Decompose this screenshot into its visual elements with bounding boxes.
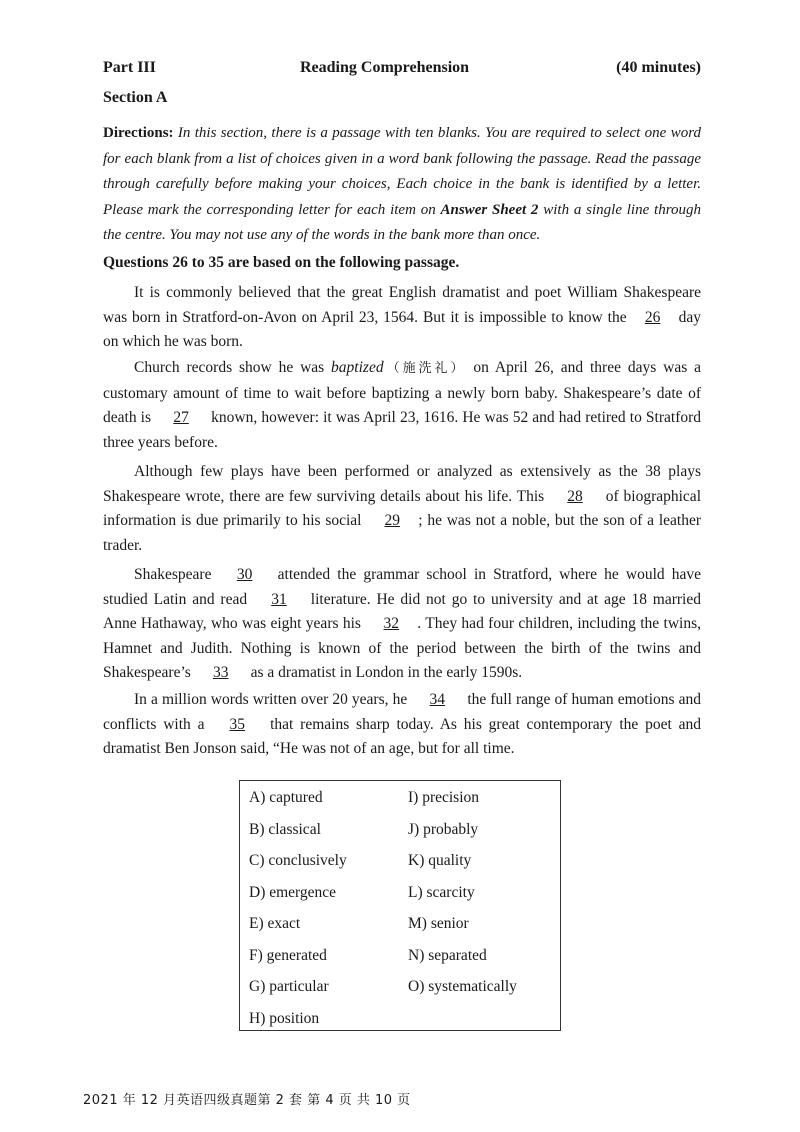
- passage-paragraph-2: Church records show he was baptized（施洗礼） on April 26, and three days was a customary amount of time to wait before baptizing a newly born baby. Shakespeare’s date of death is 27 known, however: it was April 23, 1616. He was 52 and had retired to Stratford three years before.: [103, 359, 702, 451]
- directions: [103, 121, 701, 249]
- word-bank-option-i[interactable]: I) precision: [408, 789, 480, 806]
- word-bank-option-n[interactable]: N) separated: [408, 947, 487, 964]
- word-bank-option-d[interactable]: D) emergence: [249, 884, 337, 901]
- directions-text-1: In this section, there is a passage with ten blanks. You are required to select one word for each blank from a list of choices given in a word bank following the passage. Read the passage through carefully before making your choices, Each choice in the bank is identified by a letter. Please mark the corresponding letter for each item on: [103, 125, 701, 218]
- blank-31[interactable]: 31: [271, 590, 287, 608]
- word-bank-option-e[interactable]: E) exact: [249, 915, 301, 932]
- blank-34[interactable]: 34: [429, 691, 446, 708]
- section-title: Section A: [103, 89, 168, 106]
- directions-answer-sheet: Answer Sheet 2: [440, 201, 539, 218]
- word-bank-option-m[interactable]: M) senior: [408, 915, 469, 932]
- passage-paragraph-5: In a million words written over 20 years, he 34 the full range of human emotions and conflicts with a 35 that remains sharp today. As his great contemporary the poet and dramatist Ben Jonson said, “He was not of an age, but for all time.: [103, 688, 701, 762]
- word-bank: [239, 780, 561, 1031]
- word-bank-option-o[interactable]: O) systematically: [408, 978, 517, 995]
- word-bank-option-h[interactable]: H) position: [249, 1010, 320, 1027]
- word-bank-option-g[interactable]: G) particular: [249, 978, 329, 995]
- word-bank-option-b[interactable]: B) classical: [249, 821, 321, 838]
- page-footer: 2021 年 12 月英语四级真题第 2 套 第 4 页 共 10 页: [83, 1093, 411, 1108]
- word-bank-option-f[interactable]: F) generated: [249, 947, 327, 964]
- questions-heading: Questions 26 to 35 are based on the following passage.: [103, 254, 460, 271]
- part-header: [103, 59, 701, 79]
- word-bank-option-l[interactable]: L) scarcity: [408, 884, 475, 901]
- blank-29[interactable]: 29: [384, 512, 401, 529]
- passage-paragraph-4: Shakespeare 30 attended the grammar school in Stratford, where he would have studied Latin and read 31 literature. He did not go to university and at age 18 married Anne Hathaway, who was eight years his 32 . They had four children, including the twins, Hamnet and Judith. Nothing is known of the period between the birth of the twins and Shakespeare’s 33 as a dramatist in London in the early 1590s.: [103, 563, 701, 686]
- word-bank-option-a[interactable]: A) captured: [249, 789, 323, 806]
- word-bank-option-k[interactable]: K) quality: [408, 852, 472, 869]
- chinese-gloss: （施洗礼）: [383, 361, 467, 376]
- directions-text-2: with a single line through the centre. You may not use any of the words in the bank more than once.: [103, 201, 701, 243]
- time-limit: (40 minutes): [616, 59, 701, 76]
- blank-33[interactable]: 33: [212, 664, 229, 681]
- part-title: Reading Comprehension: [300, 59, 470, 76]
- blank-35[interactable]: 35: [229, 715, 246, 733]
- blank-30[interactable]: 30: [236, 566, 253, 583]
- directions-label: Directions:: [103, 125, 174, 141]
- word-bank-option-c[interactable]: C) conclusively: [249, 852, 347, 869]
- word-bank-option-j[interactable]: J) probably: [408, 821, 479, 838]
- baptized-word: baptized: [331, 359, 384, 376]
- blank-32[interactable]: 32: [383, 615, 400, 632]
- passage-paragraph-1: It is commonly believed that the great English dramatist and poet William Shakespeare was born in Stratford-on-Avon on April 23, 1564. But it is impossible to know the 26 day on which he was born.: [103, 284, 701, 350]
- blank-28[interactable]: 28: [567, 487, 583, 505]
- blank-27[interactable]: 27: [173, 409, 189, 426]
- blank-26[interactable]: 26: [644, 308, 661, 326]
- part-label: Part III: [103, 59, 156, 76]
- passage-paragraph-3: Although few plays have been performed or analyzed as extensively as the 38 plays Shakespeare wrote, there are few surviving details about his life. This 28 of biographical information is due primarily to his social 29 ; he was not a noble, but the son of a leather trader.: [103, 463, 701, 554]
